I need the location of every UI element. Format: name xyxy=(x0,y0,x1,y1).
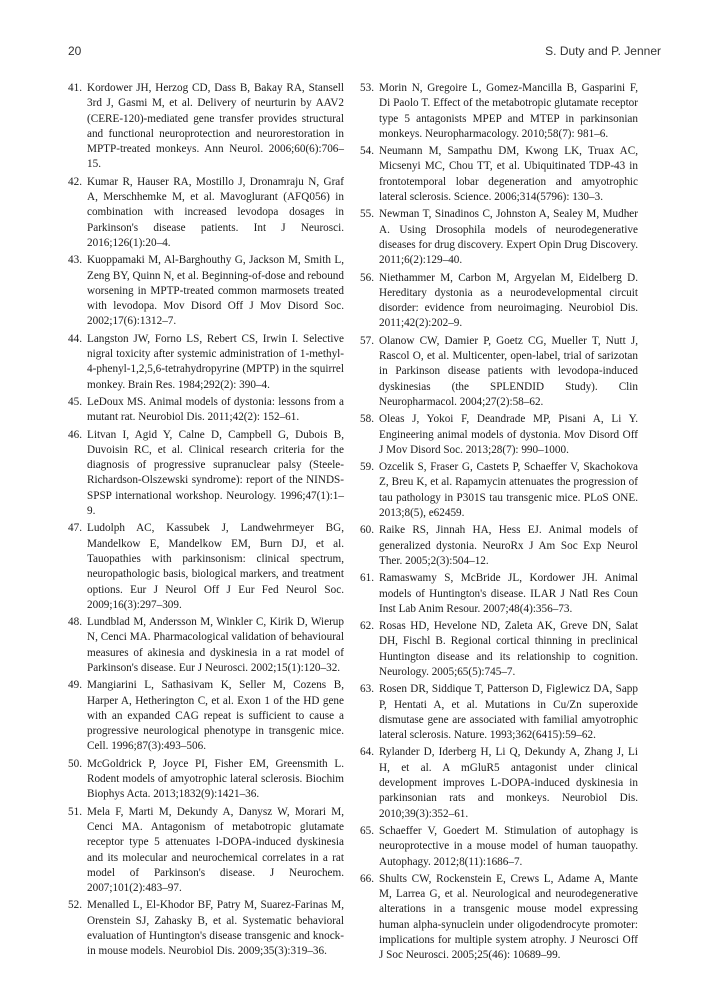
reference-text: Raike RS, Jinnah HA, Hess EJ. Animal models of generalized dystonia. NeuroRx J Am Soc Exp Neurol Ther. 2005;2(3):504–12. xyxy=(379,524,638,567)
reference-number: 57. xyxy=(360,334,374,347)
reference-item xyxy=(68,253,344,329)
reference-item xyxy=(68,81,344,173)
page-number: 20 xyxy=(68,44,82,58)
reference-item xyxy=(360,81,638,142)
reference-number: 55. xyxy=(360,208,374,221)
reference-item xyxy=(360,412,638,458)
reference-number: 51. xyxy=(68,805,82,818)
reference-text: Mela F, Marti M, Dekundy A, Danysz W, Morari M, Cenci MA. Antagonism of metabotropic glutamate receptor type 5 attenuates l-DOPA-induced dyskinesia and its molecular and neurochemical correlates in a rat model of Parkinson's disease. J Neurochem. 2007;101(2):483–97. xyxy=(87,805,344,895)
reference-item xyxy=(360,682,638,743)
reference-item xyxy=(68,757,344,803)
reference-text: Ludolph AC, Kassubek J, Landwehrmeyer BG, Mandelkow E, Mandelkow EM, Burn DJ, et al. Tauopathies with parkinsonism: clinical spectrum, neuropathologic basis, biological markers, and treatment options. Eur J Neurol Off J Eur Fed Neurol Soc. 2009;16(3):297–309. xyxy=(87,522,344,611)
reference-item xyxy=(68,615,344,676)
reference-text: Rosas HD, Hevelone ND, Zaleta AK, Greve DN, Salat DH, Fischl B. Regional cortical thinning in preclinical Huntington disease and its relationship to cognition. Neurology. 2005;65(5):745–7. xyxy=(379,620,638,678)
reference-text: LeDoux MS. Animal models of dystonia: lessons from a mutant rat. Neurobiol Dis. 2011;42(2): 152–61. xyxy=(87,395,344,424)
reference-number: 59. xyxy=(360,461,374,474)
reference-item xyxy=(360,619,638,680)
reference-text: Newman T, Sinadinos C, Johnston A, Sealey M, Mudher A. Using Drosophila models of neurodegenerative diseases for drug discovery. Expert Opin Drug Discovery. 2011;6(2):129–40. xyxy=(379,208,638,267)
reference-number: 50. xyxy=(68,757,82,770)
reference-item xyxy=(68,805,344,897)
reference-text: Lundblad M, Andersson M, Winkler C, Kirik D, Wierup N, Cenci MA. Pharmacological validation of behavioural measures of akinesia and dyskinesia in a rat model of Parkinson's disease. Eur J Neurosci. 2002;15(1):120–32. xyxy=(87,616,344,674)
reference-number: 58. xyxy=(360,413,374,426)
reference-item xyxy=(68,175,344,251)
reference-number: 49. xyxy=(68,679,82,692)
reference-number: 43. xyxy=(68,254,82,267)
reference-text: Rylander D, Iderberg H, Li Q, Dekundy A, Zhang J, Li H, et al. A mGluR5 antagonist under clinical development improves L-DOPA-induced dyskinesia in parkinsonian rats and monkeys. Neurobiol Dis. 2010;39(3):352–61. xyxy=(379,746,638,820)
reference-number: 47. xyxy=(68,522,82,535)
reference-number: 66. xyxy=(360,872,374,885)
reference-number: 53. xyxy=(360,82,374,94)
reference-number: 61. xyxy=(360,572,374,585)
reference-item xyxy=(68,395,344,426)
reference-item xyxy=(68,678,344,754)
reference-text: Oleas J, Yokoi F, Deandrade MP, Pisani A, Li Y. Engineering animal models of dystonia. Mov Disord Off J Mov Disord Soc. 2013;28(7): 990–1000. xyxy=(379,413,638,456)
reference-item xyxy=(360,745,638,821)
reference-item xyxy=(360,144,638,205)
reference-text: Litvan I, Agid Y, Calne D, Campbell G, Dubois B, Duvoisin RC, et al. Clinical research criteria for the diagnosis of progressive supranuclear palsy (Steele-Richardson-Olszewski syndrome): report of the NINDS-SPSP international workshop. Neurology. 1996;47(1):1–9. xyxy=(87,428,344,518)
reference-text: Ozcelik S, Fraser G, Castets P, Schaeffer V, Skachokova Z, Breu K, et al. Rapamycin attenuates the progression of tau pathology in P301S tau transgenic mice. PLoS ONE. 2013;8(5), e62459. xyxy=(379,461,638,520)
reference-item xyxy=(68,521,344,613)
reference-column-left xyxy=(68,81,344,962)
reference-number: 46. xyxy=(68,428,82,441)
reference-number: 45. xyxy=(68,395,82,408)
reference-text: Kuoppamaki M, Al-Barghouthy G, Jackson M, Smith L, Zeng BY, Quinn N, et al. Beginning-of-dose and rebound worsening in MPTP-treated common marmosets treated with levodopa. Mov Disord Off J Mov Disord Soc. 2002;17(6):1312–7. xyxy=(87,254,344,328)
reference-number: 54. xyxy=(360,145,374,158)
reference-item xyxy=(360,271,638,332)
reference-number: 48. xyxy=(68,616,82,629)
reference-text: Shults CW, Rockenstein E, Crews L, Adame A, Mante M, Larrea G, et al. Neurological and neurodegenerative alterations in a transgenic mouse model expressing human alpha-synuclein under oligodendrocyte promoter: implications for multiple system atrophy. J Neurosci Off J Soc Neurosci. 2005;25(46): 10689–99. xyxy=(379,872,638,962)
page-header xyxy=(68,44,661,64)
reference-text: Ramaswamy S, McBride JL, Kordower JH. Animal models of Huntington's disease. ILAR J Natl Res Coun Inst Lab Anim Resour. 2007;48(4):356–73. xyxy=(379,572,638,615)
reference-text: Olanow CW, Damier P, Goetz CG, Mueller T, Nutt J, Rascol O, et al. Multicenter, open-label, trial of sarizotan in Parkinson disease patients with levodopa-induced dyskinesias (the SPLENDID Study). Clin Neuropharmacol. 2004;27(2):58–62. xyxy=(379,334,638,408)
reference-number: 42. xyxy=(68,175,82,188)
reference-item xyxy=(360,571,638,617)
reference-item xyxy=(360,523,638,569)
reference-text: Neumann M, Sampathu DM, Kwong LK, Truax AC, Micsenyi MC, Chou TT, et al. Ubiquitinated TDP-43 in frontotemporal lobar degeneration and amyotrophic lateral sclerosis. Science. 2006;314(5796): 130–3. xyxy=(379,145,638,204)
reference-text: McGoldrick P, Joyce PI, Fisher EM, Greensmith L. Rodent models of amyotrophic lateral sclerosis. Biochim Biophys Acta. 2013;1832(9):1421–36. xyxy=(87,757,344,801)
reference-text: Mangiarini L, Sathasivam K, Seller M, Cozens B, Harper A, Hetherington C, et al. Exon 1 of the HD gene with an expanded CAG repeat is sufficient to cause a progressive neurological phenotype in transgenic mice. Cell. 1996;87(3):493–506. xyxy=(87,679,344,753)
reference-item xyxy=(68,428,344,520)
reference-item xyxy=(360,334,638,410)
reference-item xyxy=(360,872,638,964)
reference-item xyxy=(360,207,638,268)
reference-item xyxy=(360,824,638,870)
reference-text: Niethammer M, Carbon M, Argyelan M, Eidelberg D. Hereditary dystonia as a neurodevelopmental circuit disorder: evidence from neuroimaging. Neurobiol Dis. 2011;42(2):202–9. xyxy=(379,271,638,330)
reference-number: 65. xyxy=(360,824,374,837)
reference-text: Menalled L, El-Khodor BF, Patry M, Suarez-Farinas M, Orenstein SJ, Zahasky B, et al. Systematic behavioral evaluation of Huntington's disease transgenic and knock-in mouse models. Neurobiol Dis. 2009;35(3):319–36. xyxy=(87,899,344,958)
reference-number: 64. xyxy=(360,746,374,759)
reference-number: 56. xyxy=(360,271,374,284)
reference-item xyxy=(68,898,344,959)
reference-text: Kordower JH, Herzog CD, Dass B, Bakay RA, Stansell 3rd J, Gasmi M, et al. Delivery of neurturin by AAV2 (CERE-120)-mediated gene transfer provides structural and functional neuroprotection and neurorestoration in MPTP-treated monkeys. Ann Neurol. 2006;60(6):706–15. xyxy=(87,82,344,171)
reference-number: 62. xyxy=(360,620,374,633)
reference-text: Morin N, Gregoire L, Gomez-Mancilla B, Gasparini F, Di Paolo T. Effect of the metabotropic glutamate receptor type 5 antagonists MPEP and MTEP in parkinsonian monkeys. Neuropharmacology. 2010;58(7): 981–6. xyxy=(379,82,638,140)
reference-text: Langston JW, Forno LS, Rebert CS, Irwin I. Selective nigral toxicity after systemic administration of 1-methyl-4-phenyl-1,2,5,6-tetrahydropyrine (MPTP) in the squirrel monkey. Brain Res. 1984;292(2): 390–4. xyxy=(87,332,344,391)
reference-number: 44. xyxy=(68,332,82,345)
reference-number: 63. xyxy=(360,683,374,696)
reference-text: Kumar R, Hauser RA, Mostillo J, Dronamraju N, Graf A, Merschhemke M, et al. Mavoglurant (AFQ056) in combination with increased levodopa dosages in Parkinson's disease patients. Int J Neurosci. 2016;126(1):20–4. xyxy=(87,175,344,249)
reference-number: 60. xyxy=(360,524,374,537)
reference-item xyxy=(68,332,344,393)
reference-column-right xyxy=(360,81,638,966)
reference-text: Schaeffer V, Goedert M. Stimulation of autophagy is neuroprotective in a mouse model of human tauopathy. Autophagy. 2012;8(11):1686–7. xyxy=(379,824,638,868)
reference-item xyxy=(360,460,638,521)
reference-text: Rosen DR, Siddique T, Patterson D, Figlewicz DA, Sapp P, Hentati A, et al. Mutations in Cu/Zn superoxide dismutase gene are associated with familial amyotrophic lateral sclerosis. Nature. 1993;362(6415):59–62. xyxy=(379,683,638,742)
reference-number: 41. xyxy=(68,82,82,94)
running-head: S. Duty and P. Jenner xyxy=(545,44,661,58)
reference-number: 52. xyxy=(68,899,82,912)
